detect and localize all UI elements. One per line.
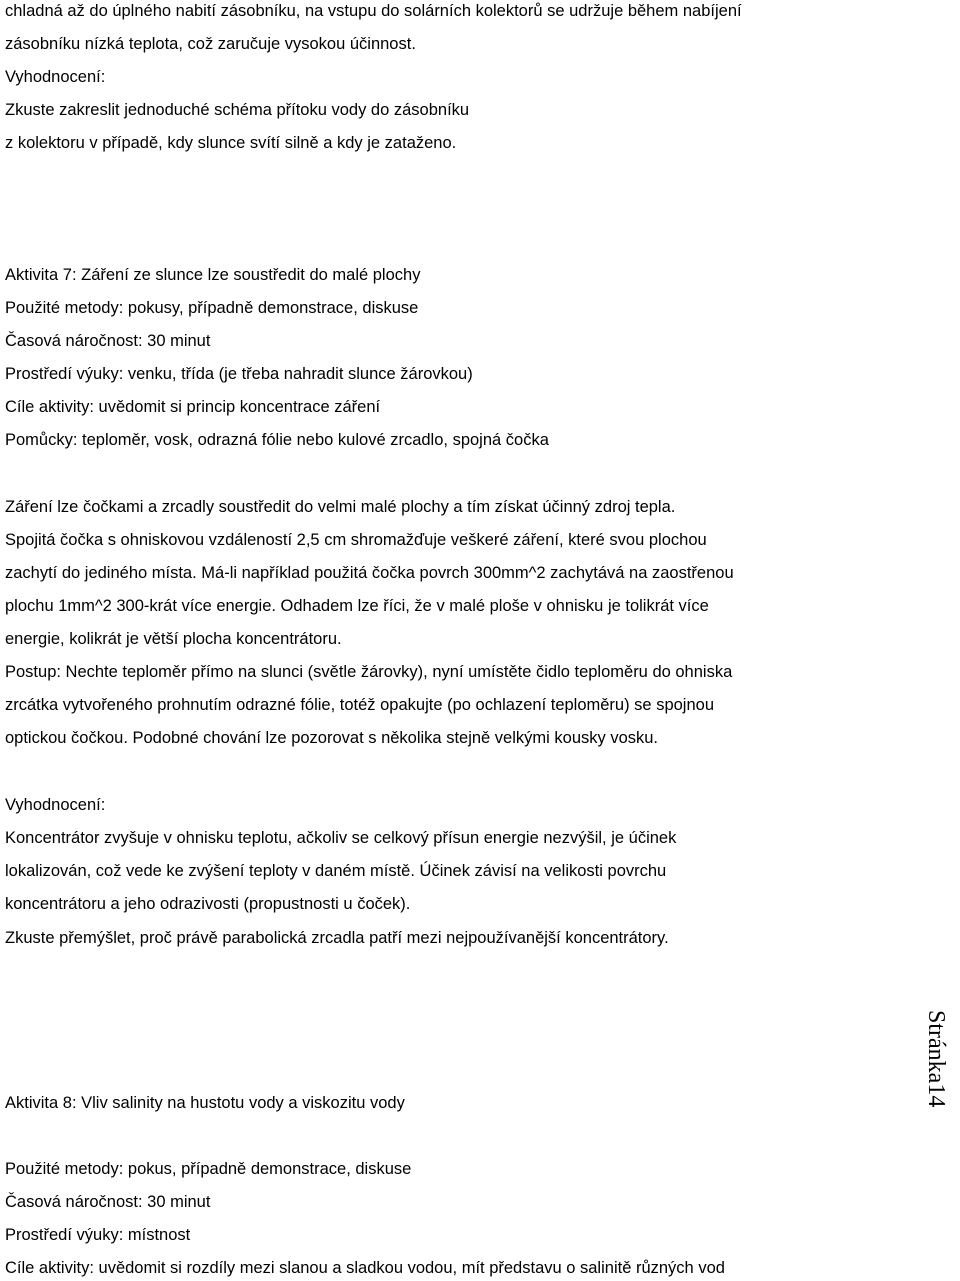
text-line: Spojitá čočka s ohniskovou vzdáleností 2,5 cm shromažďuje veškeré záření, které svou plochou <box>5 531 707 549</box>
activity-8-time: Časová náročnost: 30 minut <box>5 1193 211 1211</box>
text-line: koncentrátoru a jeho odrazivosti (propustnosti u čoček). <box>5 895 411 913</box>
heading-evaluation: Vyhodnocení: <box>5 68 106 86</box>
text-line: Zkuste přemýšlet, proč právě parabolická zrcadla patří mezi nejpoužívanější koncentrátory. <box>5 929 669 947</box>
procedure-line: zrcátka vytvořeného prohnutím odrazné fólie, totéž opakujte (po ochlazení teploměru) se spojnou <box>5 696 714 714</box>
text-line: Koncentrátor zvyšuje v ohnisku teplotu, ačkoliv se celkový přísun energie nezvýšil, je účinek <box>5 829 677 847</box>
text-line: plochu 1mm^2 300-krát více energie. Odhadem lze říci, že v malé ploše v ohnisku je tolikrát více <box>5 597 709 615</box>
activity-7-time: Časová náročnost: 30 minut <box>5 332 211 350</box>
activity-7-goals: Cíle aktivity: uvědomit si princip koncentrace záření <box>5 398 381 416</box>
text-line: zachytí do jediného místa. Má-li například použitá čočka povrch 300mm^2 zachytává na zaostřenou <box>5 564 734 582</box>
activity-8-methods: Použité metody: pokus, případně demonstrace, diskuse <box>5 1160 412 1178</box>
text-line: Zkuste zakreslit jednoduché schéma přítoku vody do zásobníku <box>5 101 470 119</box>
text-line: energie, kolikrát je větší plocha koncentrátoru. <box>5 630 342 648</box>
activity-8-title: Aktivita 8: Vliv salinity na hustotu vody a viskozitu vody <box>5 1094 405 1112</box>
heading-evaluation: Vyhodnocení: <box>5 796 106 814</box>
text-line: chladná až do úplného nabití zásobníku, na vstupu do solárních kolektorů se udržuje během nabíjení <box>5 2 742 20</box>
activity-7-environment: Prostředí výuky: venku, třída (je třeba nahradit slunce žárovkou) <box>5 365 473 383</box>
page-number-label: Stránka14 <box>923 1010 949 1108</box>
activity-7-title: Aktivita 7: Záření ze slunce lze soustředit do malé plochy <box>5 266 421 284</box>
text-line: zásobníku nízká teplota, což zaručuje vysokou účinnost. <box>5 35 416 53</box>
activity-8-environment: Prostředí výuky: místnost <box>5 1226 191 1244</box>
text-line: lokalizován, což vede ke zvýšení teploty v daném místě. Účinek závisí na velikosti povrchu <box>5 862 667 880</box>
activity-8-goals: Cíle aktivity: uvědomit si rozdíly mezi slanou a sladkou vodou, mít představu o salinitě různých vod <box>5 1259 725 1277</box>
procedure-line: Postup: Nechte teploměr přímo na slunci (světle žárovky), nyní umístěte čidlo teploměru do ohniska <box>5 663 733 681</box>
activity-7-methods: Použité metody: pokusy, případně demonstrace, diskuse <box>5 299 419 317</box>
text-line: Záření lze čočkami a zrcadly soustředit do velmi malé plochy a tím získat účinný zdroj tepla. <box>5 498 676 516</box>
text-line: z kolektoru v případě, kdy slunce svítí silně a kdy je zataženo. <box>5 134 457 152</box>
procedure-line: optickou čočkou. Podobné chování lze pozorovat s několika stejně velkými kousky vosku. <box>5 729 659 747</box>
activity-7-tools: Pomůcky: teploměr, vosk, odrazná fólie nebo kulové zrcadlo, spojná čočka <box>5 431 549 449</box>
